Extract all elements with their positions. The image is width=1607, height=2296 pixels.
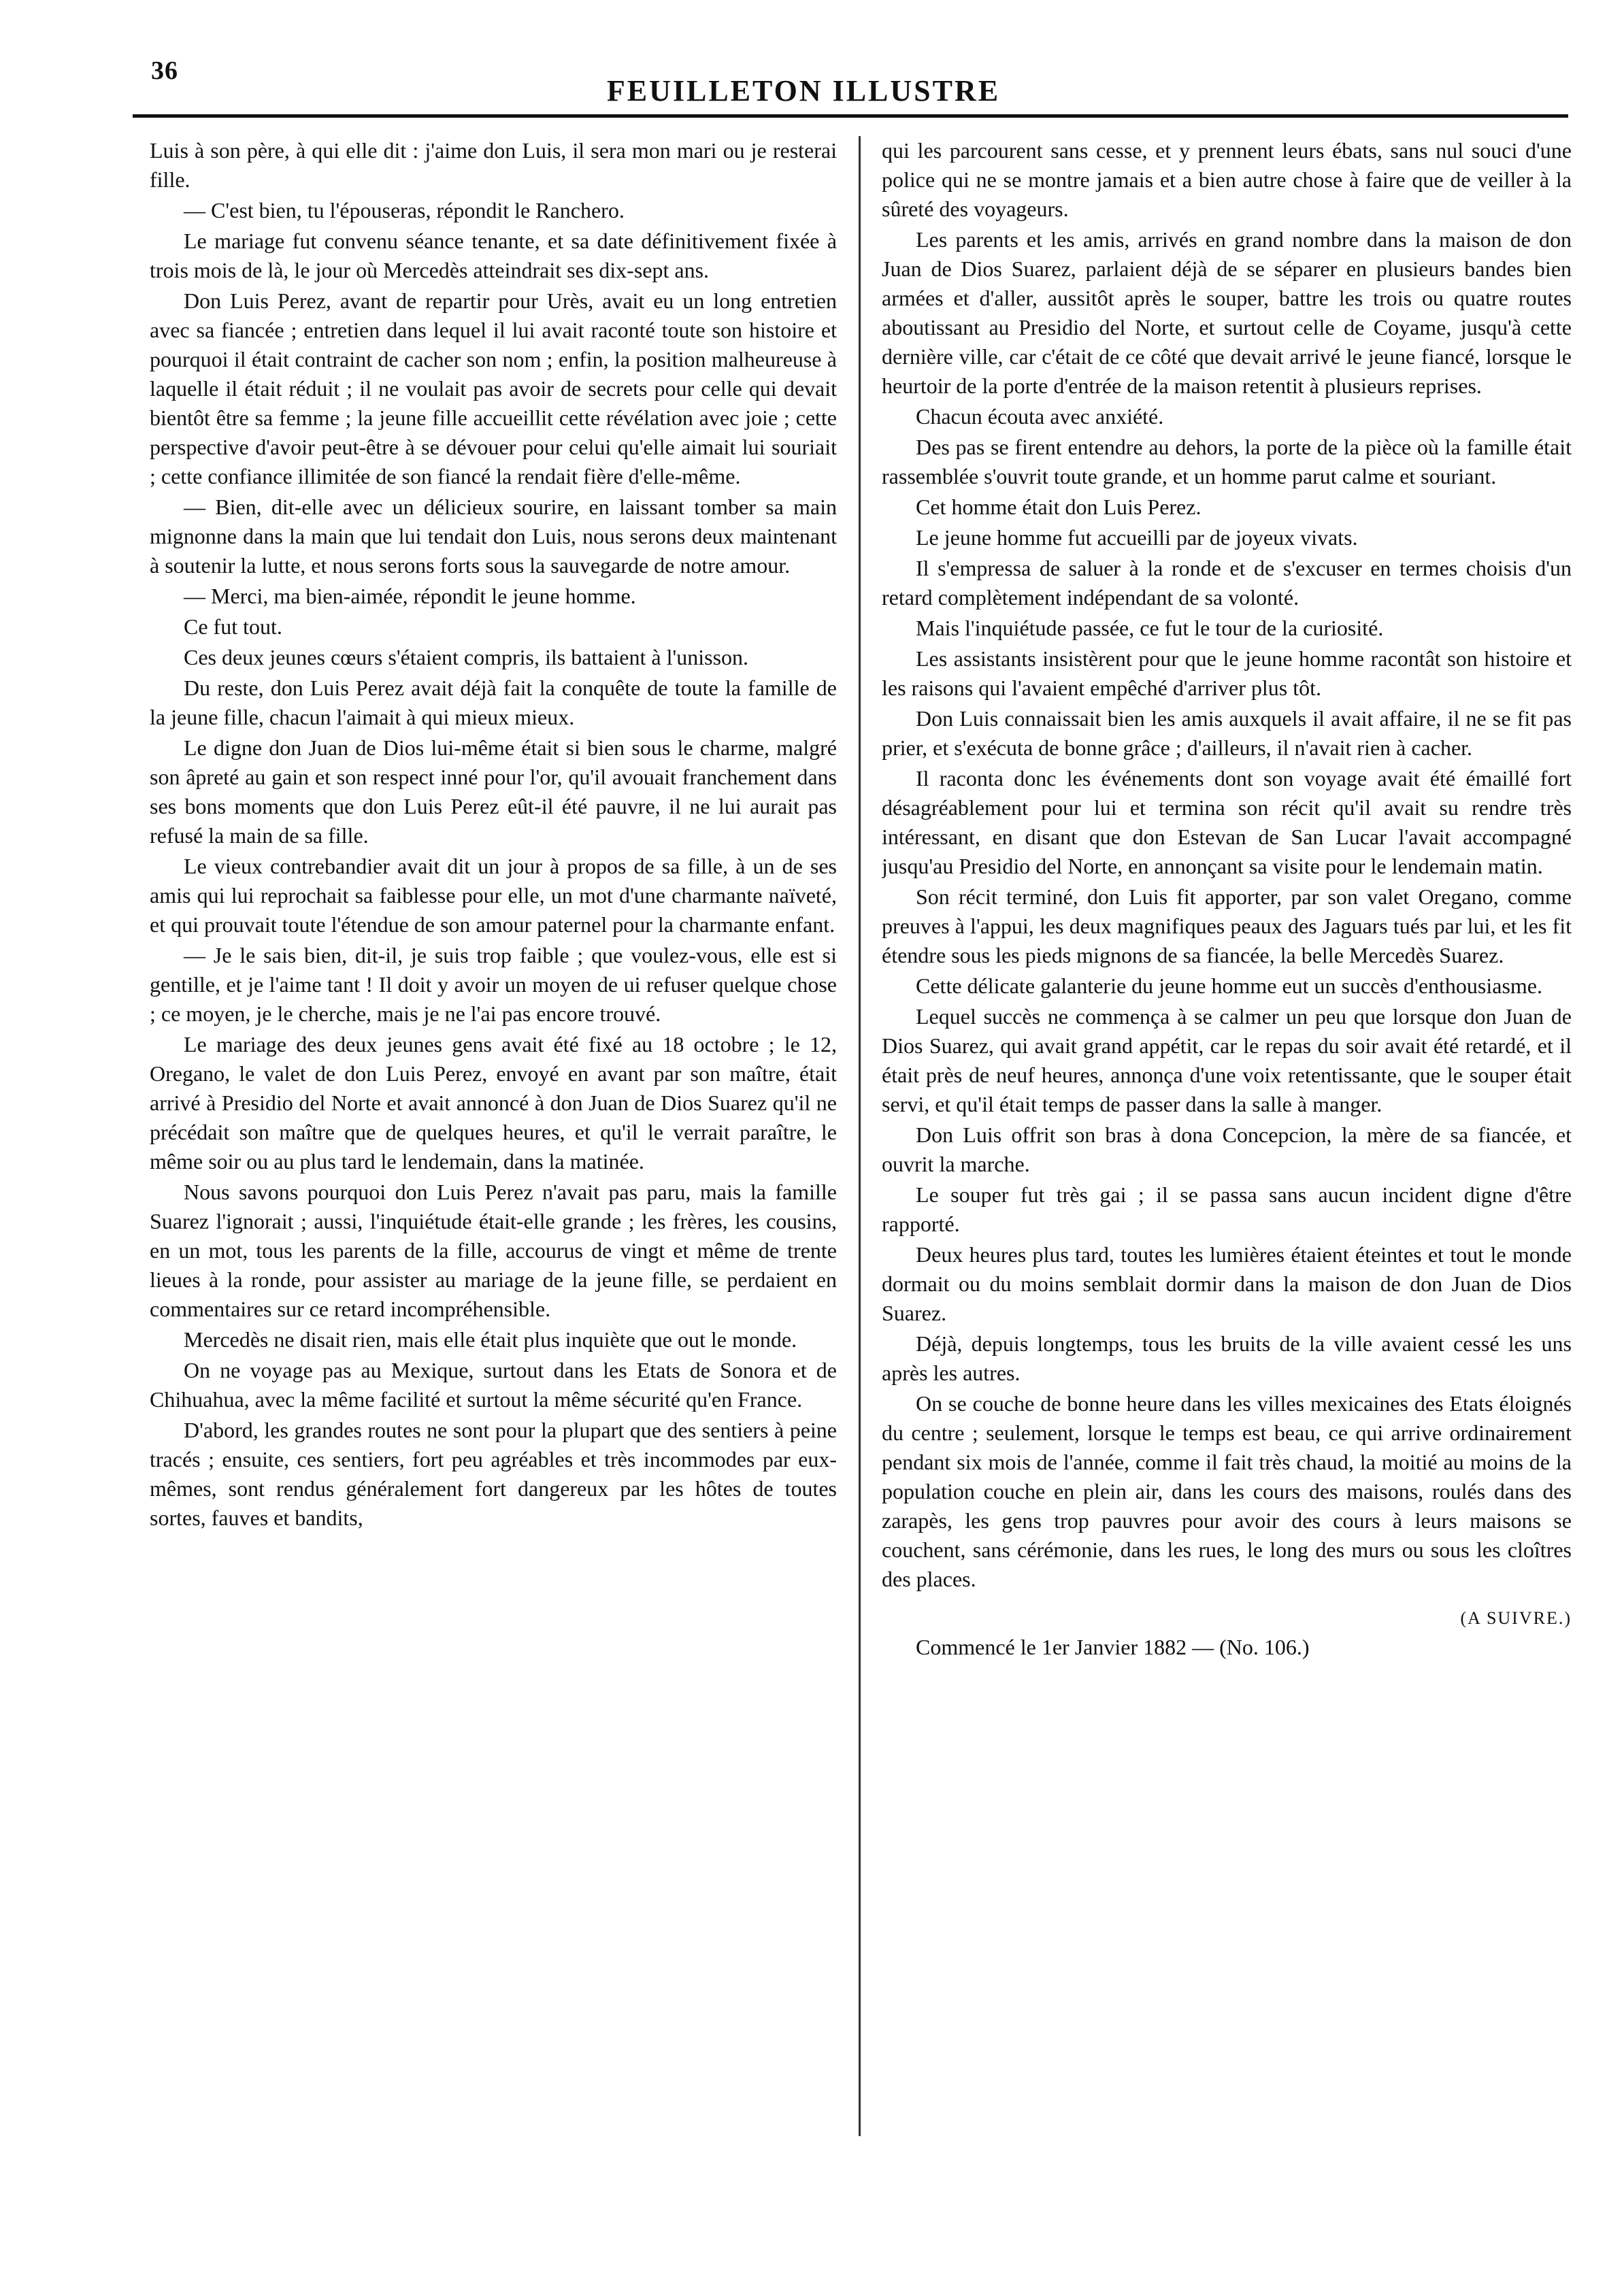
running-title: FEUILLETON ILLUSTRE xyxy=(606,74,1001,107)
paragraph: Mais l'inquiétude passée, ce fut le tour de la curiosité. xyxy=(916,616,1384,640)
paragraph: D'abord, les grandes routes ne sont pour la plupart que des sentiers à peine tracés ; ensuite, ces sentiers, fort peu agréables et très incommodes par eux-mêmes, sont rendus généralement fort dangereux par les hôtes de toutes sortes, fauves et bandits, xyxy=(150,1418,837,1530)
paragraph: Déjà, depuis longtemps, tous les bruits de la ville avaient cessé les uns après les autres. xyxy=(882,1331,1572,1385)
paragraph: Ces deux jeunes cœurs s'étaient compris, ils battaient à l'unisson. xyxy=(184,645,749,669)
paragraph: Ce fut tout. xyxy=(184,614,282,639)
column-divider xyxy=(859,136,861,2136)
paragraph: Son récit terminé, don Luis fit apporter, par son valet Oregano, comme preuves à l'appui, les deux magnifiques peaux des Jaguars tués par lui, et les fit étendre sous les pieds mignons de sa fiancée, la belle Mercedès Suarez. xyxy=(882,884,1572,967)
paragraph: Don Luis connaissait bien les amis auxquels il avait affaire, il ne se fit pas prier, et s'exécuta de bonne grâce ; d'ailleurs, il n'avait rien à cacher. xyxy=(882,706,1572,760)
paragraph: Le jeune homme fut accueilli par de joyeux vivats. xyxy=(916,525,1358,550)
paragraph: Luis à son père, à qui elle dit : j'aime don Luis, il sera mon mari ou je resterai fille. xyxy=(150,138,837,192)
paragraph: Lequel succès ne commença à se calmer un peu que lorsque don Juan de Dios Suarez, qui avait grand appétit, car le repas du soir avait été retardé, et il était près de neuf heures, annonça d'une voix retentissante, que le souper était servi, et qu'il était temps de passer dans la salle à manger. xyxy=(882,1004,1572,1116)
paragraph: Don Luis offrit son bras à dona Concepcion, la mère de sa fiancée, et ouvrit la marche. xyxy=(882,1122,1572,1176)
paragraph: Les assistants insistèrent pour que le jeune homme racontât son histoire et les raisons qui l'avaient empêché d'arriver plus tôt. xyxy=(882,646,1572,700)
paragraph: Il raconta donc les événements dont son voyage avait été émaillé fort désagréablement pour lui et termina son récit qu'il avait su rendre très intéressant, en disant que don Estevan de San Lucar l'avait accompagné jusqu'au Presidio del Norte, en annonçant sa visite pour le lendemain matin. xyxy=(882,766,1572,878)
paragraph: Cette délicate galanterie du jeune homme eut un succès d'enthousiasme. xyxy=(916,974,1542,998)
paragraph: Le mariage des deux jeunes gens avait été fixé au 18 octobre ; le 12, Oregano, le valet de don Luis Perez, envoyé en avant par son maître, était arrivé à Presidio del Norte et avait annoncé à don Juan de Dios Suarez qu'il ne précédait son maître que de quelques heures, et qu'il le verrait paraître, le même soir ou au plus tard le lendemain, dans la matinée. xyxy=(150,1032,837,1174)
paragraph: Il s'empressa de saluer à la ronde et de s'excuser en termes choisis d'un retard complètement indépendant de sa volonté. xyxy=(882,556,1572,610)
paragraph: Nous savons pourquoi don Luis Perez n'avait pas paru, mais la famille Suarez l'ignorait ; aussi, l'inquiétude était-elle grande ; les frères, les cousins, en un mot, tous les parents de la fille, accourus de vingt et même de trente lieues à la ronde, pour assister au mariage de la jeune fille, se perdaient en commentaires sur ce retard incompréhensible. xyxy=(150,1180,837,1321)
paragraph: — C'est bien, tu l'épouseras, répondit le Ranchero. xyxy=(184,198,625,222)
paragraph: Le vieux contrebandier avait dit un jour à propos de sa fille, à un de ses amis qui lui reprochait sa faiblesse pour elle, un mot d'une charmante naïveté, et qui prouvait toute l'étendue de son amour paternel pour la charmante enfant. xyxy=(150,854,837,937)
page-number: 36 xyxy=(151,56,178,85)
paragraph: qui les parcourent sans cesse, et y prennent leurs ébats, sans nul souci d'une police qui ne se montre jamais et a bien autre chose à faire que de veiller à la sûreté des voyageurs. xyxy=(882,138,1572,221)
paragraph: Du reste, don Luis Perez avait déjà fait la conquête de toute la famille de la jeune fille, chacun l'aimait à qui mieux mieux. xyxy=(150,676,837,729)
paragraph: Des pas se firent entendre au dehors, la porte de la pièce où la famille était rassemblée s'ouvrit toute grande, et un homme parut calme et souriant. xyxy=(882,435,1572,488)
right-column xyxy=(882,136,1572,2177)
paragraph: Cet homme était don Luis Perez. xyxy=(916,495,1202,519)
to-be-continued: (A SUIVRE.) xyxy=(1460,1608,1572,1628)
paragraph: Le digne don Juan de Dios lui-même était si bien sous le charme, malgré son âpreté au gain et son respect inné pour l'or, qu'il avouait franchement dans ses bons moments que don Luis Perez eût-il été pauvre, il ne lui aurait pas refusé la main de sa fille. xyxy=(150,735,837,848)
paragraph: Le mariage fut convenu séance tenante, et sa date définitivement fixée à trois mois de là, le jour où Mercedès atteindrait ses dix-sept ans. xyxy=(150,229,837,282)
paragraph: Les parents et les amis, arrivés en grand nombre dans la maison de don Juan de Dios Suarez, parlaient déjà de se séparer en plusieurs bandes bien armées et d'aller, aussitôt après le souper, battre les trois ou quatre routes aboutissant au Presidio del Norte, et surtout celle de Coyame, jusqu'à cette dernière ville, car c'était de ce côté que devait arrivé le jeune fiancé, lorsque le heurtoir de la porte d'entrée de la maison retentit à plusieurs reprises. xyxy=(882,227,1572,398)
left-column xyxy=(150,136,837,2177)
paragraph: — Je le sais bien, dit-il, je suis trop faible ; que voulez-vous, elle est si gentille, et je l'aime tant ! Il doit y avoir un moyen de ui refuser quelque chose ; ce moyen, je le cherche, mais je ne l'ai pas encore trouvé. xyxy=(150,943,837,1026)
paragraph: Chacun écouta avec anxiété. xyxy=(916,404,1164,429)
paragraph: Deux heures plus tard, toutes les lumières étaient éteintes et tout le monde dormait ou du moins semblait dormir dans la maison de don Juan de Dios Suarez. xyxy=(882,1242,1572,1325)
paragraph: On se couche de bonne heure dans les villes mexicaines des Etats éloignés du centre ; seulement, lorsque le temps est beau, ce qui arrive ordinairement pendant six mois de l'année, comme il fait très chaud, la moitié au moins de la population couche en plein air, dans les cours des maisons, roulés dans des zarapès, les gens trop pauvres pour avoir des cours à leurs maisons se couchent, sans cérémonie, dans les rues, le long des murs ou sous les cloîtres des places. xyxy=(882,1391,1572,1591)
serial-note: Commencé le 1er Janvier 1882 — (No. 106.) xyxy=(916,1635,1310,1659)
paragraph: — Bien, dit-elle avec un délicieux sourire, en laissant tomber sa main mignonne dans la main que lui tendait don Luis, nous serons deux maintenant à soutenir la lutte, et nous serons forts sous la sauvegarde de notre amour. xyxy=(150,495,837,578)
header-rule xyxy=(133,114,1568,118)
paragraph: Don Luis Perez, avant de repartir pour Urès, avait eu un long entretien avec sa fiancée ; entretien dans lequel il lui avait raconté toute son histoire et pourquoi il était contraint de cacher son nom ; enfin, la position malheureuse à laquelle il était réduit ; il ne voulait pas avoir de secrets pour celle qui devait bientôt être sa femme ; la jeune fille accueillit cette révélation avec joie ; cette perspective d'avoir peut-être à se dévouer pour celui qu'elle aimait lui souriait ; cette confiance illimitée de son fiancé la rendait fière d'elle-même. xyxy=(150,288,837,488)
paragraph: — Merci, ma bien-aimée, répondit le jeune homme. xyxy=(184,584,636,608)
paragraph: On ne voyage pas au Mexique, surtout dans les Etats de Sonora et de Chihuahua, avec la même facilité et surtout la même sécurité qu'en France. xyxy=(150,1358,837,1412)
paragraph: Le souper fut très gai ; il se passa sans aucun incident digne d'être rapporté. xyxy=(882,1182,1572,1236)
paragraph: Mercedès ne disait rien, mais elle était plus inquiète que out le monde. xyxy=(184,1327,797,1352)
